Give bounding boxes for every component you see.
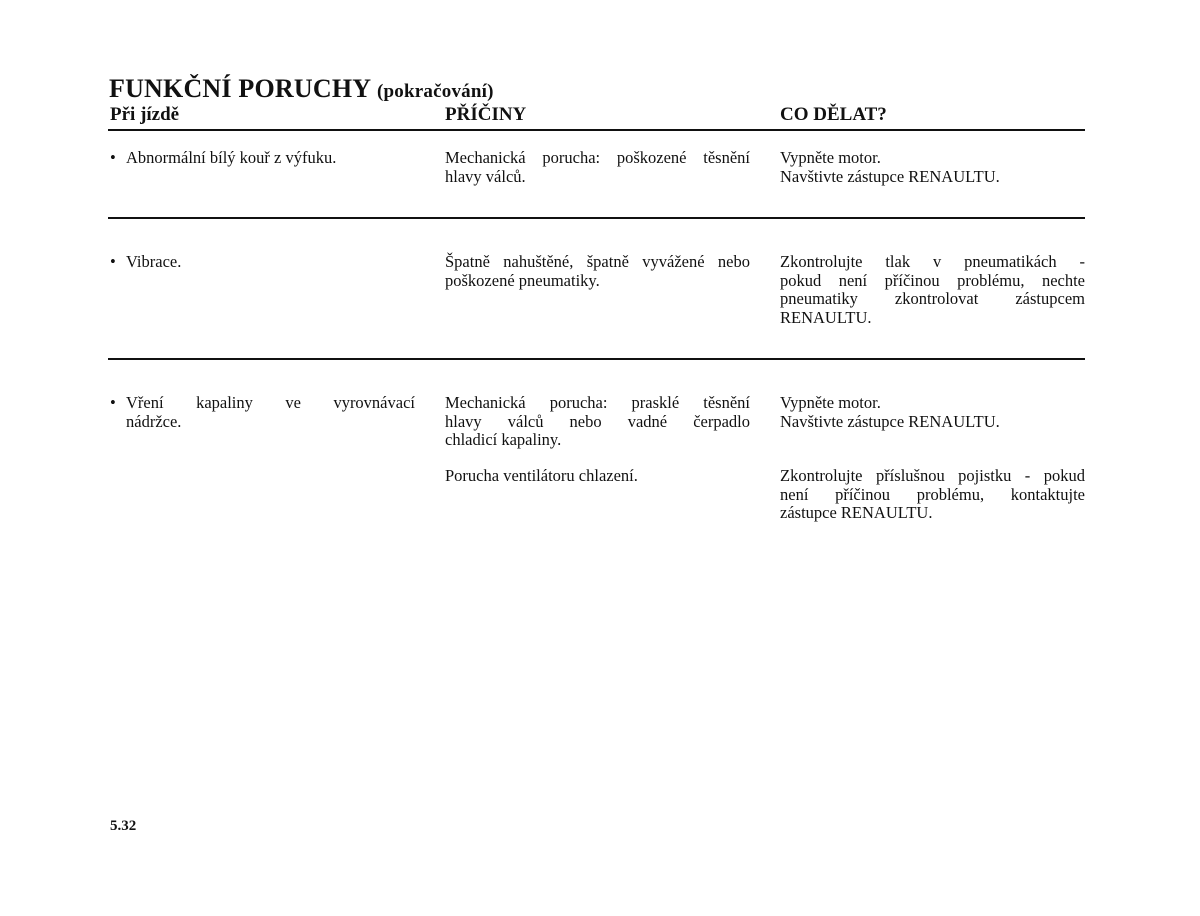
cause-line: Mechanická porucha: poškozené těsnění <box>445 148 750 167</box>
cause-line: Porucha ventilátoru chlazení. <box>445 466 638 485</box>
row-2-symptom <box>110 253 415 272</box>
cause-line: Špatně nahuštěné, špatně vyvážené nebo <box>445 252 750 271</box>
action-line: zástupce RENAULTU. <box>780 503 933 522</box>
action-line: není příčinou problému, kontaktujte <box>780 484 1085 504</box>
action-line: Vypněte motor. <box>780 148 881 167</box>
row-2-cause <box>445 253 750 290</box>
cause-line: Mechanická porucha: prasklé těsnění <box>445 393 750 412</box>
cause-line: hlavy válců. <box>445 166 526 186</box>
action-line: pneumatiky zkontrolovat zástupcem <box>780 289 1085 308</box>
action-line: Zkontrolujte příslušnou pojistku - pokud <box>780 466 1085 485</box>
page-title-main: FUNKČNÍ PORUCHY <box>109 74 371 103</box>
symptom-line: nádržce. <box>126 411 182 431</box>
cause-line: hlavy válců nebo vadné čerpadlo <box>445 411 750 431</box>
column-header-action: CO DĚLAT? <box>780 104 887 125</box>
action-line: pokud není příčinou problému, nechte <box>780 270 1085 290</box>
row-3-action-2 <box>780 467 1085 523</box>
row-3-symptom <box>110 394 415 431</box>
action-line: Navštivte zástupce RENAULTU. <box>780 411 1000 431</box>
symptom-line: Vření kapaliny ve vyrovnávací <box>126 393 415 412</box>
action-line: RENAULTU. <box>780 307 872 327</box>
row-1-cause <box>445 149 750 186</box>
page-title <box>109 74 494 104</box>
symptom-text: Abnormální bílý kouř z výfuku. <box>126 148 337 167</box>
column-header-symptom: Při jízdě <box>110 104 180 125</box>
action-line: Navštivte zástupce RENAULTU. <box>780 166 1000 186</box>
row-divider <box>108 217 1085 219</box>
action-line: Vypněte motor. <box>780 393 881 412</box>
action-line: Zkontrolujte tlak v pneumatikách - <box>780 252 1085 271</box>
bullet-icon: • <box>110 252 116 271</box>
row-1-action <box>780 149 1085 186</box>
cause-line: chladicí kapaliny. <box>445 430 562 449</box>
bullet-icon: • <box>110 148 116 167</box>
row-divider <box>108 358 1085 360</box>
row-3-cause <box>445 394 750 450</box>
bullet-icon: • <box>110 393 116 412</box>
page-number: 5.32 <box>110 818 137 834</box>
row-1-symptom <box>110 149 415 168</box>
symptom-text: Vibrace. <box>126 252 182 271</box>
row-2-action <box>780 253 1085 327</box>
cause-line: poškozené pneumatiky. <box>445 270 600 290</box>
header-rule <box>108 129 1085 131</box>
row-3-action <box>780 394 1085 431</box>
column-header-cause: PŘÍČINY <box>445 104 527 125</box>
page-title-subtitle: (pokračování) <box>377 81 494 102</box>
row-3-cause-2 <box>445 467 750 486</box>
